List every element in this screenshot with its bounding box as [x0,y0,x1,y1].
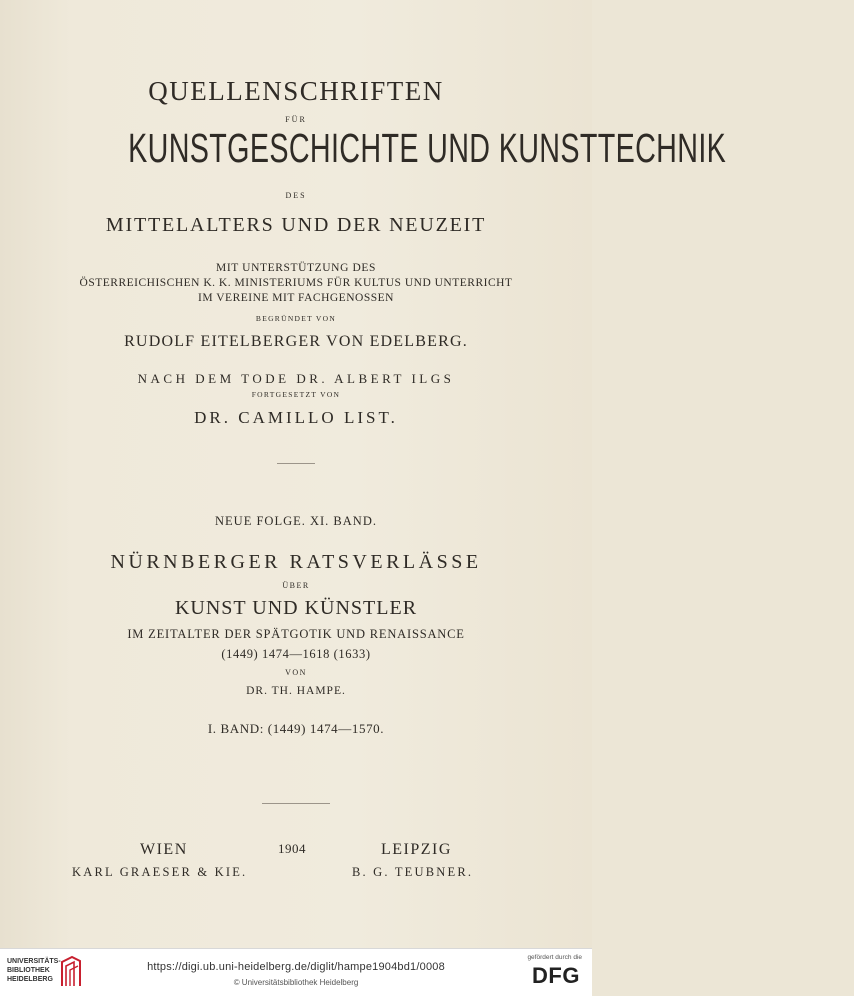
viewer-footer [0,948,592,996]
founded-by-label: BEGRÜNDET VON [255,314,337,323]
of-label: DES [285,191,307,200]
continued-by-label: FORTGESETZT VON [251,390,341,399]
imprint-year: 1904 [278,841,306,856]
series-title: QUELLENSCHRIFTEN [148,76,444,106]
support-line-2: ÖSTERREICHISCHEN K. K. MINISTERIUMS FÜR KULTUS UND UNTERRICHT [79,277,513,289]
imprint-divider-rule [262,803,330,804]
about-label: ÜBER [282,581,310,590]
editor-name: DR. CAMILLO LIST. [194,408,398,427]
work-period: IM ZEITALTER DER SPÄTGOTIK UND RENAISSANCE [127,627,465,641]
funding-note: gefördert durch die [527,954,582,961]
volume-line: I. BAND: (1449) 1474—1570. [207,721,385,736]
author-name: DR. TH. HAMPE. [246,685,346,697]
library-name-line-2: BIBLIOTHEK [7,967,50,974]
period-line: MITTELALTERS UND DER NEUZEIT [105,214,487,236]
library-name-line-1: UNIVERSITÄTS- [7,958,61,965]
series-subject-text: KUNSTGESCHICHTE UND KUNSTTECHNIK [128,125,727,171]
support-line-3: IM VEREINE MIT FACHGENOSSEN [198,292,394,304]
work-years: (1449) 1474—1618 (1633) [221,647,371,661]
imprint-city-right: LEIPZIG [381,841,452,858]
after-death-line: NACH DEM TODE DR. ALBERT ILGS [137,371,455,386]
work-subject: KUNST UND KÜNSTLER [174,597,418,619]
dfg-logo[interactable]: DFG [532,963,580,988]
imprint-city-left: WIEN [140,841,188,858]
founder-name: RUDOLF EITELBERGER VON EDELBERG. [124,333,468,350]
volume-series: NEUE FOLGE. XI. BAND. [215,514,377,528]
by-label: VON [285,668,307,677]
support-line-1: MIT UNTERSTÜTZUNG DES [216,262,376,274]
work-title: NÜRNBERGER RATSVERLÄSSE [110,551,482,573]
divider-rule [277,463,315,464]
series-subject [0,125,727,171]
for-label: FÜR [285,115,307,124]
copyright-notice: © Universitätsbibliothek Heidelberg [233,978,359,987]
permalink-url[interactable]: https://digi.ub.uni-heidelberg.de/diglit/hampe1904bd1/0008 [147,961,445,973]
library-name-line-3: HEIDELBERG [7,976,53,983]
imprint-publisher-right: B. G. TEUBNER. [352,865,474,879]
imprint-publisher-left: KARL GRAESER & KIE. [72,865,248,879]
